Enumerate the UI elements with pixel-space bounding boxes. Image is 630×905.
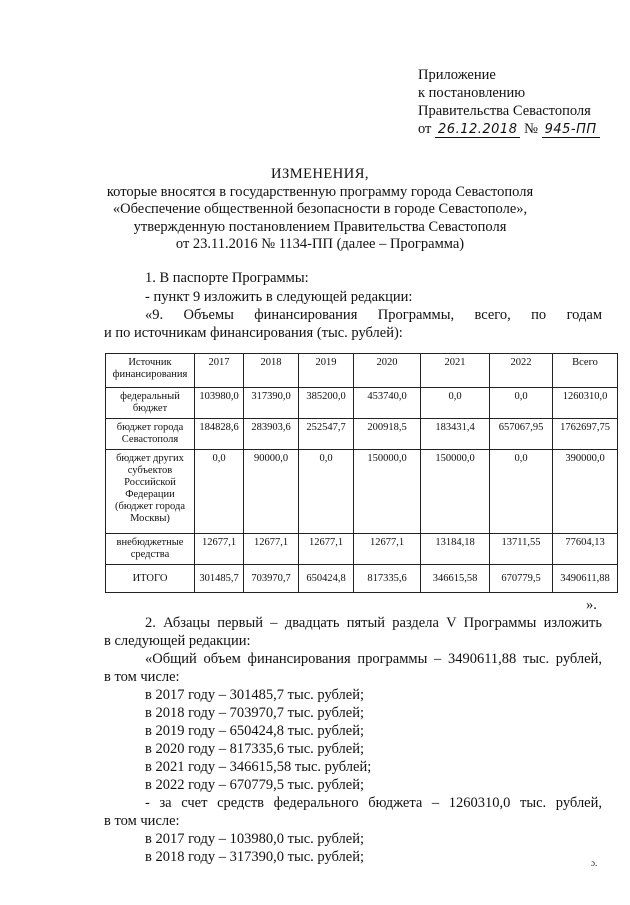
table-row: [106, 388, 618, 419]
cell-2019: 0,0: [299, 450, 354, 534]
closing-quote: ».: [586, 597, 597, 613]
table-row: [106, 450, 618, 534]
appendix-line-1: Приложение: [418, 67, 496, 83]
cell-2019: 385200,0: [299, 388, 354, 419]
document-title: [60, 166, 580, 254]
section2-line-4: в том числе:: [104, 669, 180, 685]
cell-total: 77604,13: [553, 534, 618, 565]
appendix-line-3: Правительства Севастополя: [418, 103, 591, 119]
year-line: в 2021 году – 346615,58 тыс. рублей;: [145, 759, 372, 775]
cell-2019: 650424,8: [299, 565, 354, 593]
cell-2020: 200918,5: [354, 419, 421, 450]
cell-2020: 453740,0: [354, 388, 421, 419]
cell-2021: 183431,4: [421, 419, 490, 450]
row-source: федеральный бюджет: [106, 388, 195, 419]
cell-2018: 90000,0: [244, 450, 299, 534]
cell-2022: 0,0: [490, 450, 553, 534]
header-2021: 2021: [421, 354, 490, 388]
cell-2022: 670779,5: [490, 565, 553, 593]
number-prefix: №: [524, 121, 538, 137]
federal-line-1: - за счет средств федерального бюджета – 1260310,0 тыс. рублей,: [145, 795, 602, 811]
federal-year-line: в 2017 году – 103980,0 тыс. рублей;: [145, 831, 365, 847]
title-heading: ИЗМЕНЕНИЯ,: [270, 166, 370, 182]
cell-total: 3490611,88: [553, 565, 618, 593]
cell-2017: 12677,1: [195, 534, 244, 565]
year-line: в 2019 году – 650424,8 тыс. рублей;: [145, 723, 365, 739]
cell-2021: 0,0: [421, 388, 490, 419]
financing-table: [105, 353, 618, 593]
cell-2019: 252547,7: [299, 419, 354, 450]
stray-mark: ɔ.: [591, 858, 598, 868]
title-line-4: от 23.11.2016 № 1134-ПП (далее – Программа): [175, 236, 465, 252]
year-line: в 2022 году – 670779,5 тыс. рублей;: [145, 777, 365, 793]
cell-2019: 12677,1: [299, 534, 354, 565]
handwritten-number: 945-ПП: [542, 122, 600, 138]
handwritten-date: 26.12.2018: [435, 122, 520, 138]
section1-item: 1. В паспорте Программы:: [145, 270, 309, 286]
appendix-block: [418, 66, 600, 139]
federal-year-line: в 2018 году – 317390,0 тыс. рублей;: [145, 849, 365, 865]
title-line-1: которые вносятся в государственную программу города Севастополя: [106, 183, 534, 200]
cell-2020: 150000,0: [354, 450, 421, 534]
header-2018: 2018: [244, 354, 299, 388]
cell-2017: 301485,7: [195, 565, 244, 593]
header-2019: 2019: [299, 354, 354, 388]
header-total: Всего: [553, 354, 618, 388]
date-prefix: от: [418, 121, 432, 137]
cell-total: 1260310,0: [553, 388, 618, 419]
cell-2020: 12677,1: [354, 534, 421, 565]
cell-2018: 12677,1: [244, 534, 299, 565]
section1-line-2: и по источникам финансирования (тыс. рублей):: [104, 325, 403, 341]
section2-line-1: 2. Абзацы первый – двадцать пятый раздела V Программы изложить: [145, 615, 602, 631]
federal-line-2: в том числе:: [104, 813, 180, 829]
year-line: в 2017 году – 301485,7 тыс. рублей;: [145, 687, 365, 703]
year-line: в 2020 году – 817335,6 тыс. рублей;: [145, 741, 365, 757]
cell-2017: 0,0: [195, 450, 244, 534]
table-header-row: [106, 354, 618, 388]
header-2017: 2017: [195, 354, 244, 388]
row-source: бюджет города Севастополя: [106, 419, 195, 450]
cell-2018: 703970,7: [244, 565, 299, 593]
table-row: [106, 534, 618, 565]
cell-2018: 283903,6: [244, 419, 299, 450]
table-row: [106, 419, 618, 450]
cell-2022: 0,0: [490, 388, 553, 419]
appendix-date-line: [418, 120, 600, 139]
header-source: Источник финансирования: [106, 354, 195, 388]
cell-2021: 150000,0: [421, 450, 490, 534]
row-source: бюджет других субъектов Российской Федерации (бюджет города Москвы): [106, 450, 195, 534]
cell-2018: 317390,0: [244, 388, 299, 419]
cell-2017: 184828,6: [195, 419, 244, 450]
row-source: внебюджетные средства: [106, 534, 195, 565]
cell-2017: 103980,0: [195, 388, 244, 419]
appendix-line-2: к постановлению: [418, 85, 526, 101]
cell-2022: 657067,95: [490, 419, 553, 450]
header-2020: 2020: [354, 354, 421, 388]
cell-2021: 13184,18: [421, 534, 490, 565]
cell-total: 1762697,75: [553, 419, 618, 450]
section1-sub: - пункт 9 изложить в следующей редакции:: [145, 289, 413, 305]
title-line-2: «Обеспечение общественной безопасности в городе Севастополе»,: [112, 201, 528, 217]
cell-2021: 346615,58: [421, 565, 490, 593]
section2-line-2: в следующей редакции:: [104, 633, 251, 649]
year-line: в 2018 году – 703970,7 тыс. рублей;: [145, 705, 365, 721]
cell-2020: 817335,6: [354, 565, 421, 593]
header-2022: 2022: [490, 354, 553, 388]
section1-line-1: «9. Объемы финансирования Программы, всего, по годам: [145, 307, 602, 323]
row-source: ИТОГО: [106, 565, 195, 593]
cell-2022: 13711,55: [490, 534, 553, 565]
table-row-total: [106, 565, 618, 593]
section2-line-3: «Общий объем финансирования программы – 3490611,88 тыс. рублей,: [145, 651, 602, 667]
title-line-3: утвержденную постановлением Правительства Севастополя: [133, 218, 507, 235]
cell-total: 390000,0: [553, 450, 618, 534]
